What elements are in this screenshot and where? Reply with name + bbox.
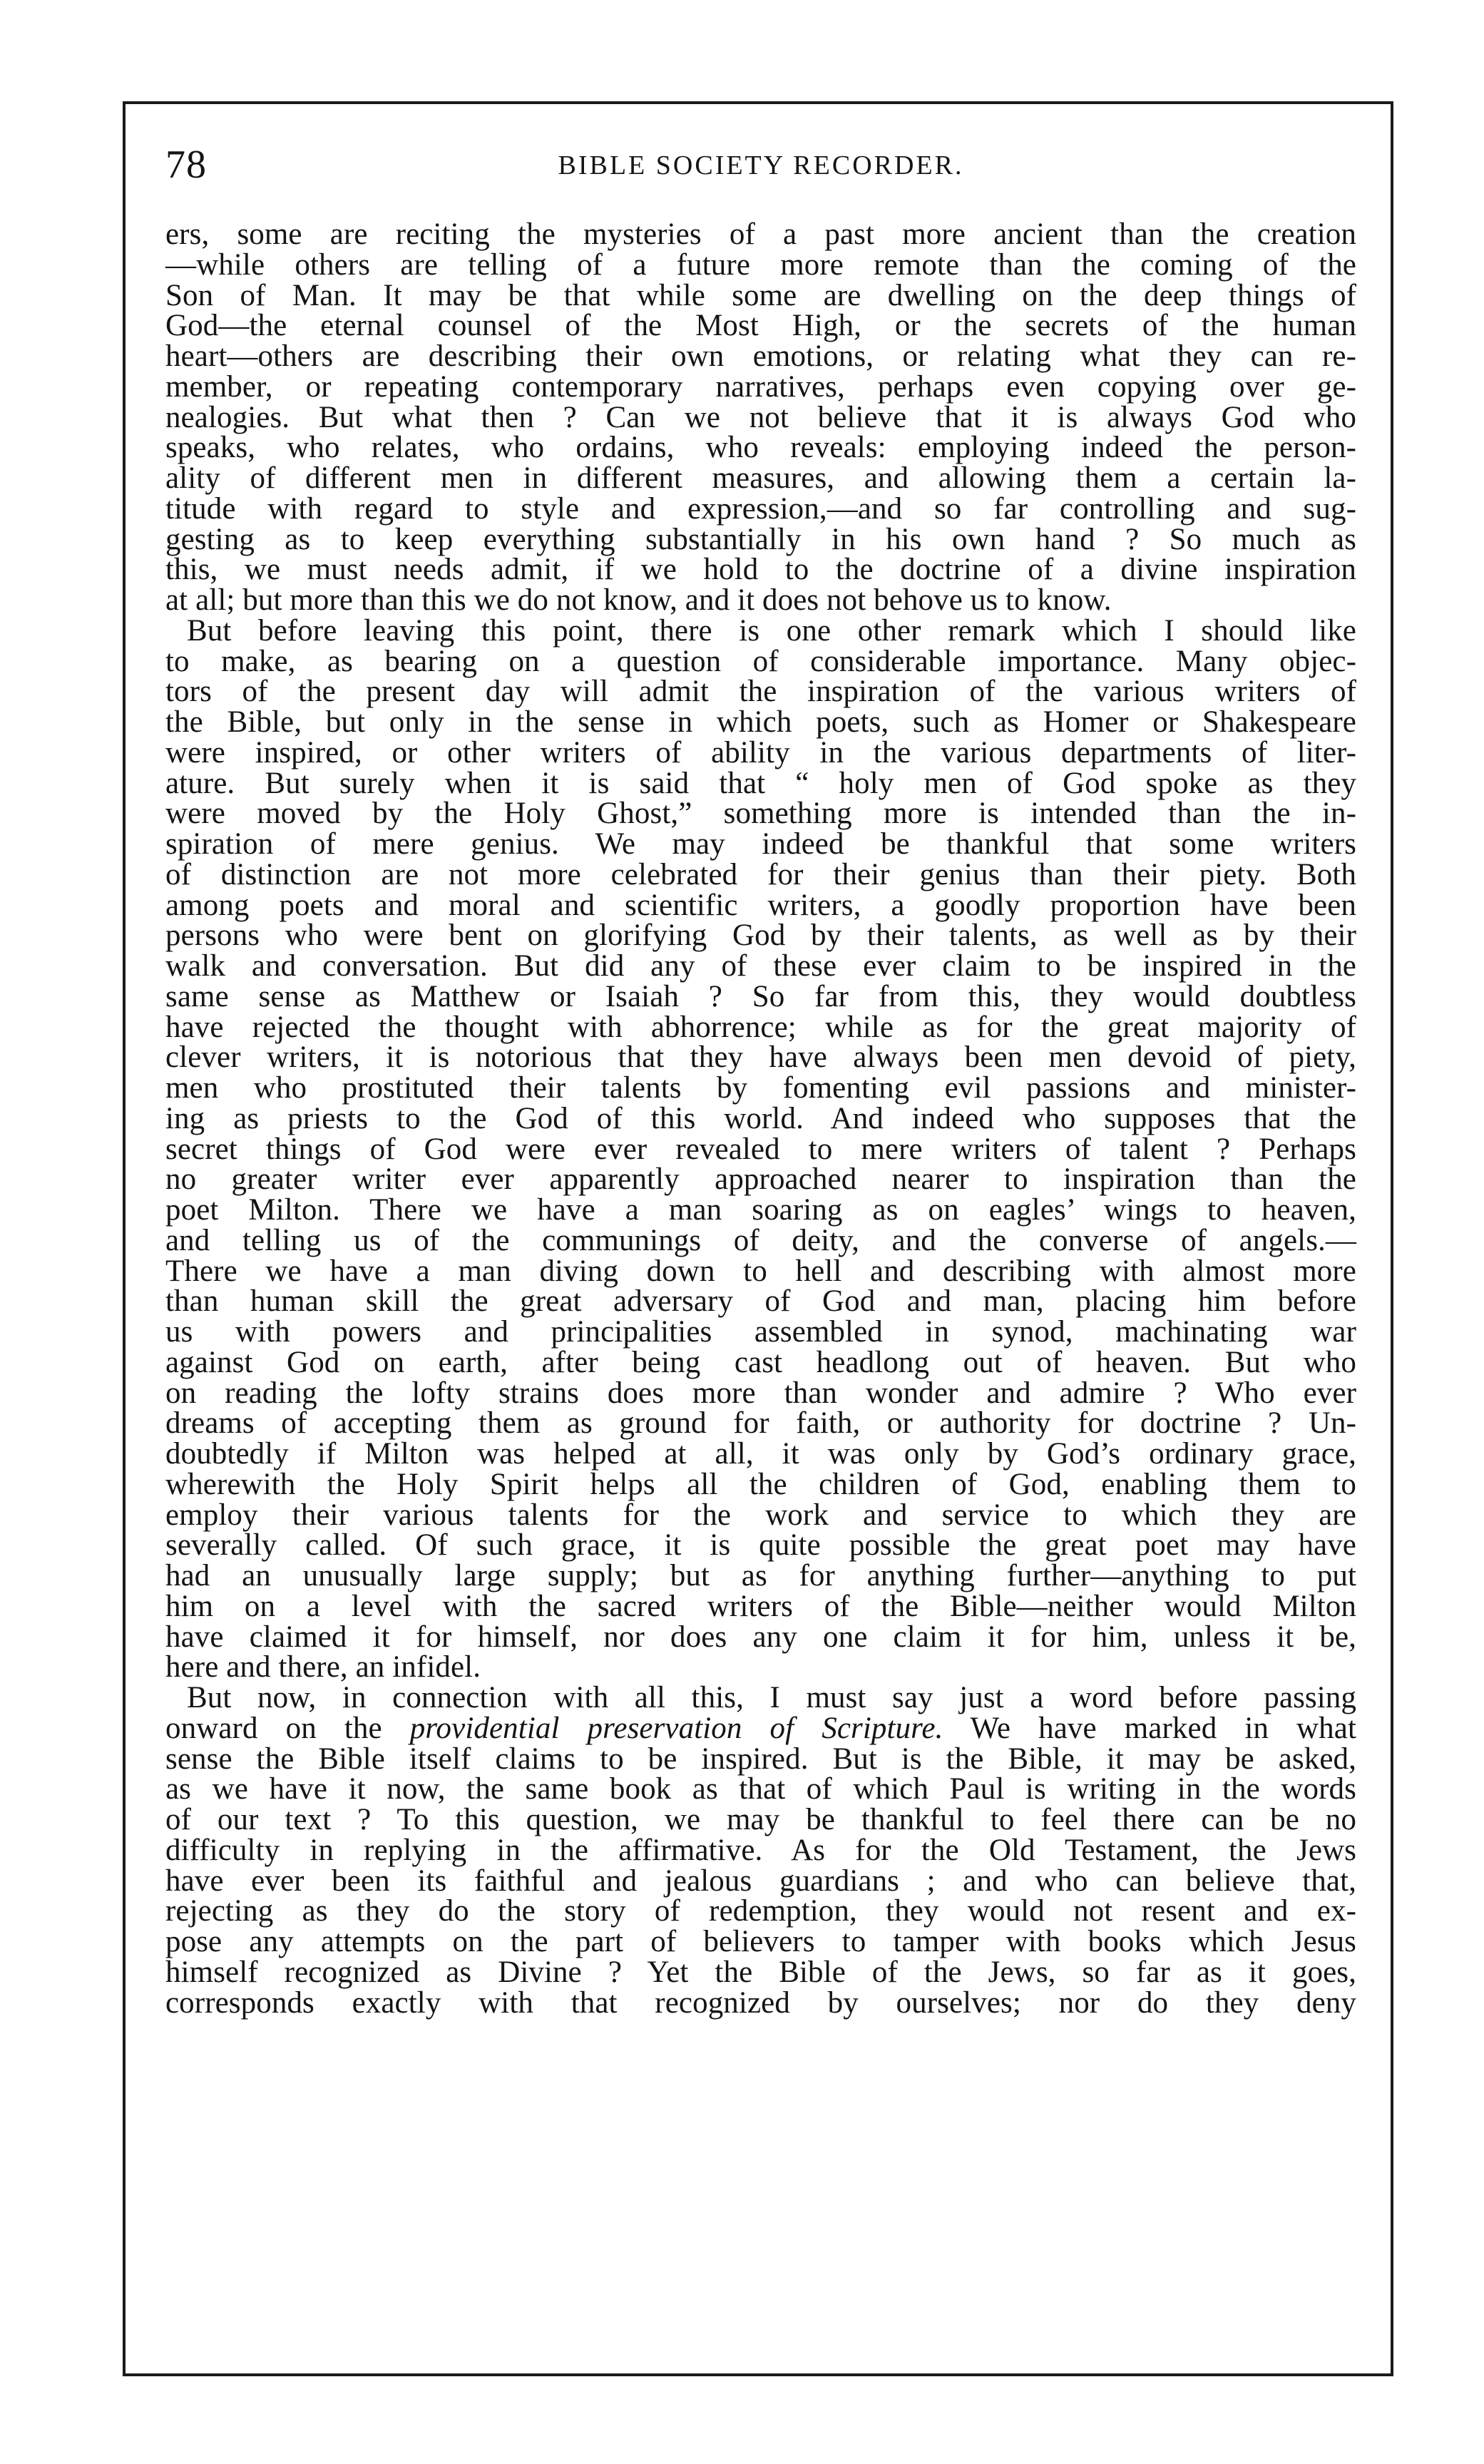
text-line: as we have it now, the same book as that of which Paul is writing in the words xyxy=(165,1772,1356,1806)
text-line: at all; but more than this we do not know, and it does not behove us to know. xyxy=(165,583,1112,617)
text-line: rejecting as they do the story of redemption, they would not resent and ex- xyxy=(165,1894,1356,1928)
text-line: secret things of God were ever revealed to mere writers of talent ? Perhaps xyxy=(165,1132,1356,1166)
text-line: the Bible, but only in the sense in which poets, such as Homer or Shakespeare xyxy=(165,705,1356,739)
text-line: ers, some are reciting the mysteries of a past more ancient than the creation xyxy=(165,218,1356,251)
text-line: have claimed it for himself, nor does any one claim it for him, unless it be, xyxy=(165,1620,1356,1654)
text-line: sense the Bible itself claims to be inspired. But is the Bible, it may be asked, xyxy=(165,1742,1356,1776)
text-line: men who prostituted their talents by fomenting evil passions and minister- xyxy=(165,1071,1356,1105)
frame-bottom-rule xyxy=(123,2373,1393,2376)
text-line: ature. But surely when it is said that “ holy men of God spoke as they xyxy=(165,766,1356,800)
text-line: doubtedly if Milton was helped at all, it was only by God’s ordinary grace, xyxy=(165,1437,1356,1471)
text-line: persons who were bent on glorifying God by their talents, as well as by their xyxy=(165,919,1356,953)
text-line: have ever been its faithful and jealous guardians ; and who can believe that, xyxy=(165,1864,1356,1898)
text-line-with-italic xyxy=(165,1711,1357,1745)
text-line: here and there, an infidel. xyxy=(165,1650,481,1685)
text-line: tors of the present day will admit the inspiration of the various writers of xyxy=(165,675,1356,709)
text-line: dreams of accepting them as ground for faith, or authority for doctrine ? Un- xyxy=(165,1406,1356,1441)
text-line: than human skill the great adversary of God and man, placing him before xyxy=(165,1284,1356,1319)
text-line: member, or repeating contemporary narratives, perhaps even copying over ge- xyxy=(165,369,1356,404)
text-line: Son of Man. It may be that while some are dwelling on the deep things of xyxy=(165,278,1356,312)
text-line: ing as priests to the God of this world. And indeed who supposes that the xyxy=(165,1101,1356,1135)
text-fragment: onward on the xyxy=(165,1711,410,1745)
text-line: same sense as Matthew or Isaiah ? So far from this, they would doubtless xyxy=(165,979,1356,1013)
running-title: BIBLE SOCIETY RECORDER. xyxy=(558,150,964,180)
text-line: pose any attempts on the part of believers to tamper with books which Jesus xyxy=(165,1925,1356,1958)
text-line: nealogies. But what then ? Can we not believe that it is always God who xyxy=(165,400,1356,434)
text-line: to make, as bearing on a question of considerable importance. Many objec- xyxy=(165,644,1356,678)
frame-left-rule xyxy=(123,101,126,2376)
text-line: were inspired, or other writers of ability in the various departments of liter- xyxy=(165,735,1356,770)
text-line: There we have a man diving down to hell and describing with almost more xyxy=(165,1254,1356,1288)
text-line: poet Milton. There we have a man soaring as on eagles’ wings to heaven, xyxy=(165,1193,1356,1227)
text-line: difficulty in replying in the affirmative. As for the Old Testament, the Jews xyxy=(165,1833,1356,1867)
text-line: heart—others are describing their own emotions, or relating what they can re- xyxy=(165,339,1356,373)
article-body xyxy=(165,220,1356,2018)
paragraph-start-line: But before leaving this point, there is one other remark which I should like xyxy=(187,613,1356,648)
text-line: among poets and moral and scientific writers, a goodly proportion have been xyxy=(165,888,1356,922)
text-line: were moved by the Holy Ghost,” something more is intended than the in- xyxy=(165,797,1356,831)
text-line: of our text ? To this question, we may be thankful to feel there can be no xyxy=(165,1803,1356,1836)
text-line: ality of different men in different measures, and allowing them a certain la- xyxy=(165,461,1356,495)
text-line: have rejected the thought with abhorrence; while as for the great majority of xyxy=(165,1010,1356,1044)
text-line: on reading the lofty strains does more than wonder and admire ? Who ever xyxy=(165,1376,1356,1410)
text-line: and telling us of the communings of deity, and the converse of angels.— xyxy=(165,1223,1356,1257)
text-line: no greater writer ever apparently approached nearer to inspiration than the xyxy=(165,1162,1356,1197)
text-line: God—the eternal counsel of the Most High, or the secrets of the human xyxy=(165,309,1356,343)
paragraph-start-line: But now, in connection with all this, I must say just a word before passing xyxy=(187,1681,1356,1714)
text-line: severally called. Of such grace, it is quite possible the great poet may have xyxy=(165,1528,1356,1563)
text-line: him on a level with the sacred writers of the Bible—neither would Milton xyxy=(165,1589,1356,1623)
text-line: gesting as to keep everything substantially in his own hand ? So much as xyxy=(165,522,1356,556)
text-line: clever writers, it is notorious that they have always been men devoid of piety, xyxy=(165,1041,1356,1075)
text-line: employ their various talents for the work and service to which they are xyxy=(165,1498,1356,1532)
text-fragment: We have marked in what xyxy=(943,1711,1357,1745)
text-line: wherewith the Holy Spirit helps all the children of God, enabling them to xyxy=(165,1467,1356,1501)
page-header xyxy=(165,140,1356,204)
text-line: against God on earth, after being cast headlong out of heaven. But who xyxy=(165,1345,1356,1379)
page-number: 78 xyxy=(165,143,207,187)
text-line: speaks, who relates, who ordains, who reveals: employing indeed the person- xyxy=(165,431,1356,465)
italic-phrase: providential preservation of Scripture. xyxy=(409,1711,943,1745)
text-line: had an unusually large supply; but as for anything further—anything to put xyxy=(165,1559,1356,1593)
text-line: us with powers and principalities assembled in synod, machinating war xyxy=(165,1315,1356,1349)
text-line: of distinction are not more celebrated for their genius than their piety. Both xyxy=(165,857,1356,891)
frame-top-rule xyxy=(123,101,1392,104)
text-line: walk and conversation. But did any of these ever claim to be inspired in the xyxy=(165,949,1356,983)
text-line: spiration of mere genius. We may indeed be thankful that some writers xyxy=(165,827,1356,861)
text-line: this, we must needs admit, if we hold to the doctrine of a divine inspiration xyxy=(165,553,1356,587)
text-line: himself recognized as Divine ? Yet the Bible of the Jews, so far as it goes, xyxy=(165,1955,1356,1989)
text-line: corresponds exactly with that recognized by ourselves; nor do they deny xyxy=(165,1985,1356,2020)
frame-right-rule xyxy=(1391,101,1393,2376)
text-line: —while others are telling of a future more remote than the coming of the xyxy=(165,247,1356,282)
text-line: titude with regard to style and expression,—and so far controlling and sug- xyxy=(165,491,1356,526)
